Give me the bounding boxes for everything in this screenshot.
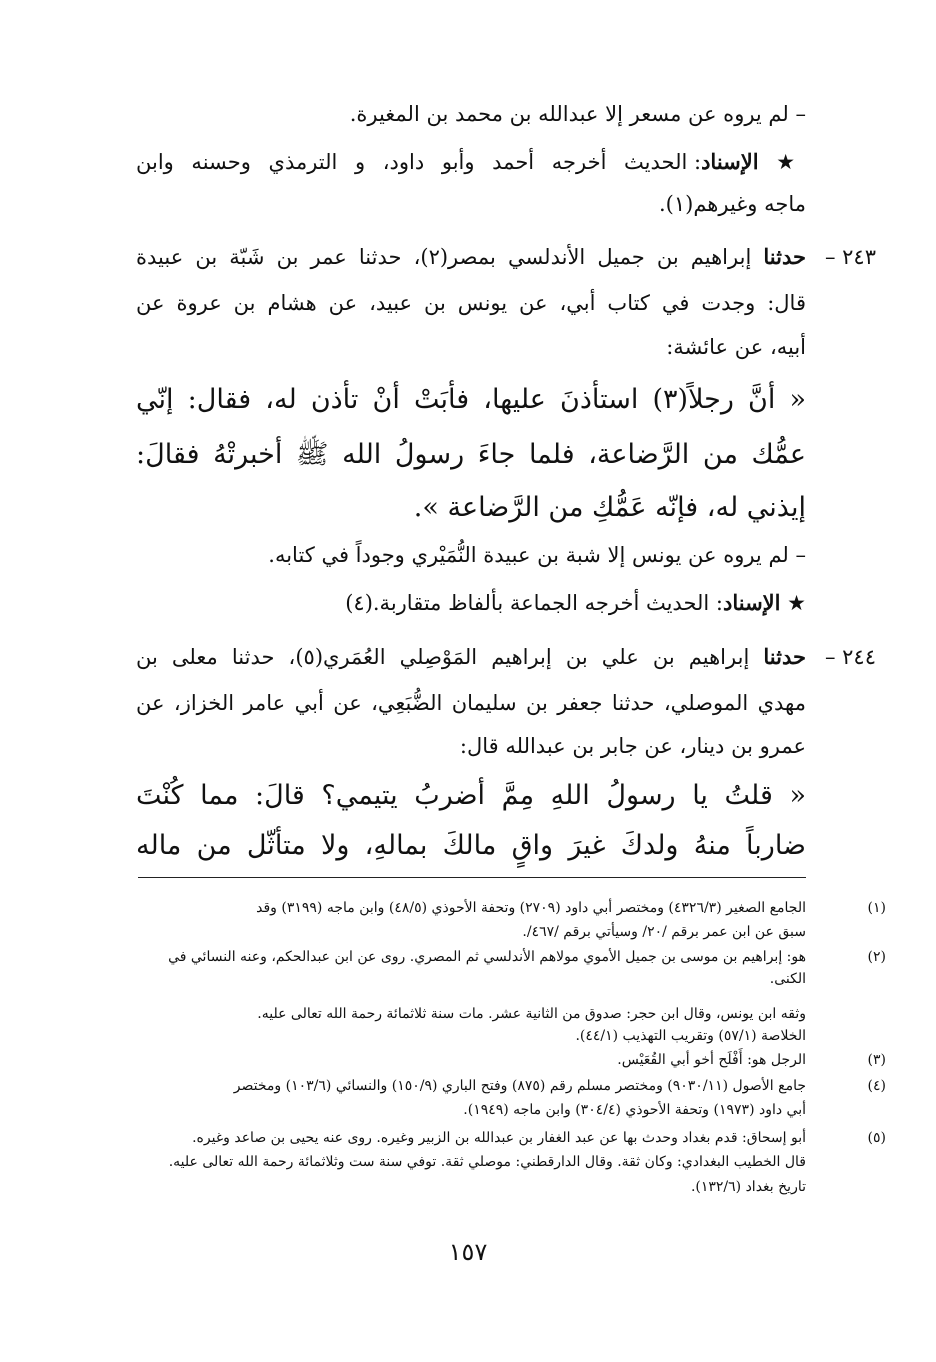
- text-line: حدثنا إبراهيم بن جميل الأندلسي بمصر(٢)، حدثنا عمر بن شَبّة بن عبيدة: [136, 244, 806, 269]
- text-line: أبيه، عن عائشة:: [666, 335, 806, 359]
- footnote-line: الكنى.: [769, 971, 806, 987]
- hadith-text-line: ضارباً منهُ ولدكَ غيرَ واقٍ مالكَ بمالهِ، ولا متأثّل من ماله: [136, 830, 806, 861]
- footnote-line: سبق عن ابن عمر برقم /٢٠/ وسيأتي برقم /٤٦٧/.: [522, 924, 806, 940]
- hadith-text-line: « أنَّ رجلاً(٣) استأذنَ عليها، فأبَتْ أنْ تأذن له، فقال: إنّي: [136, 384, 807, 415]
- text-line: – لم يروه عن يونس إلا شبة بن عبيدة النُّمَيْري وجوداً في كتابه.: [268, 543, 806, 567]
- footnote-line: جامع الأصول (٩٠٣٠/١١) ومختصر مسلم رقم (٨٧٥) وفتح الباري (١٥٠/٩) والنسائي (١٠٣/٦) ومختصر: [233, 1078, 806, 1094]
- footnote-line: أبي داود (١٩٧٣) وتحفة الأحوذي (٣٠٤/٤) وابن ماجه (١٩٤٩).: [463, 1102, 806, 1118]
- footnote-number: (٢): [867, 949, 886, 965]
- hadith-text-line: « قلتُ يا رسولُ اللهِ مِمَّ أضربُ يتيمي؟ قالَ: مما كُنْتَ: [136, 780, 806, 811]
- footnote-rule: [138, 877, 806, 878]
- text-line: ★ الإسناد: الحديث أخرجه أحمد وأبو داود، و الترمذي وحسنه وابن: [136, 149, 806, 174]
- hadith-text-line: إيذني له، فإنّه عَمُّكِ من الرَّضاعة ».: [413, 492, 806, 523]
- footnote-number: (٣): [867, 1052, 886, 1068]
- hadith-number: ٢٤٤ –: [824, 645, 876, 669]
- text-line: قال: وجدت في كتاب أبي، عن يونس بن عبيد، عن هشام بن عروة عن: [136, 291, 806, 315]
- footnote-line: قال الخطيب البغدادي: وكان ثقة. وقال الدارقطني: موصلي ثقة. توفي سنة ست وثلاثمائة رحمة الله تعالى عليه.: [168, 1154, 806, 1170]
- page-number: ١٥٧: [448, 1238, 488, 1266]
- text-line: مهدي الموصلي، حدثنا جعفر بن سليمان الضُّبَعِي، عن أبي عامر الخزاز، عن: [136, 691, 806, 715]
- footnote-line: الخلاصة (٥٧/١) وتقريب التهذيب (٤٤/١).: [575, 1028, 806, 1044]
- footnote-line: وثقه ابن يونس، وقال ابن حجر: صدوق من الثانية عشر. مات سنة ثلاثمائة رحمة الله تعالى عليه.: [257, 1006, 806, 1022]
- footnote-number: (١): [867, 900, 886, 916]
- footnote-number: (٤): [867, 1078, 886, 1094]
- hadith-number: ٢٤٣ –: [824, 245, 876, 269]
- footnote-line: هو: إبراهيم بن موسى بن جميل الأموي مولاهم الأندلسي ثم المصري. روى عن ابن عبدالحكم، وعنه النسائي في: [168, 949, 806, 965]
- footnote-line: تاريخ بغداد (١٣٢/٦).: [690, 1179, 806, 1195]
- footnote-line: الجامع الصغير (٤٣٢٦/٣) ومختصر أبي داود (٢٧٠٩) وتحفة الأحوذي (٤٨/٥) وابن ماجه (٣١٩٩) وقد: [256, 900, 806, 916]
- text-line: – لم يروه عن مسعر إلا عبدالله بن محمد بن المغيرة.: [349, 102, 806, 126]
- text-line: ماجه وغيرهم(١).: [658, 192, 806, 216]
- text-line: عمرو بن دينار، عن جابر بن عبدالله قال:: [459, 734, 806, 758]
- footnote-line: الرجل هو: أَفْلَح أخو أبي القُعَيْس.: [617, 1052, 806, 1068]
- text-line: حدثنا إبراهيم بن علي بن إبراهيم المَوْصِلي العُمَري(٥)، حدثنا معلى بن: [136, 644, 806, 669]
- footnote-line: أبو إسحاق: قدم بغداد وحدث بها عن عبد الغفار بن عبدالله بن الزبير وغيره. روى عنه يحيى بن صاعد وغيره.: [192, 1130, 806, 1146]
- text-line: ★ الإسناد: الحديث أخرجه الجماعة بألفاظ متقاربة.(٤): [345, 590, 806, 615]
- hadith-text-line: عمُّك من الرَّضاعة، فلما جاءَ رسولُ الله ﷺ أخبرتْهُ فقالَ:: [136, 439, 806, 470]
- footnote-number: (٥): [867, 1130, 886, 1146]
